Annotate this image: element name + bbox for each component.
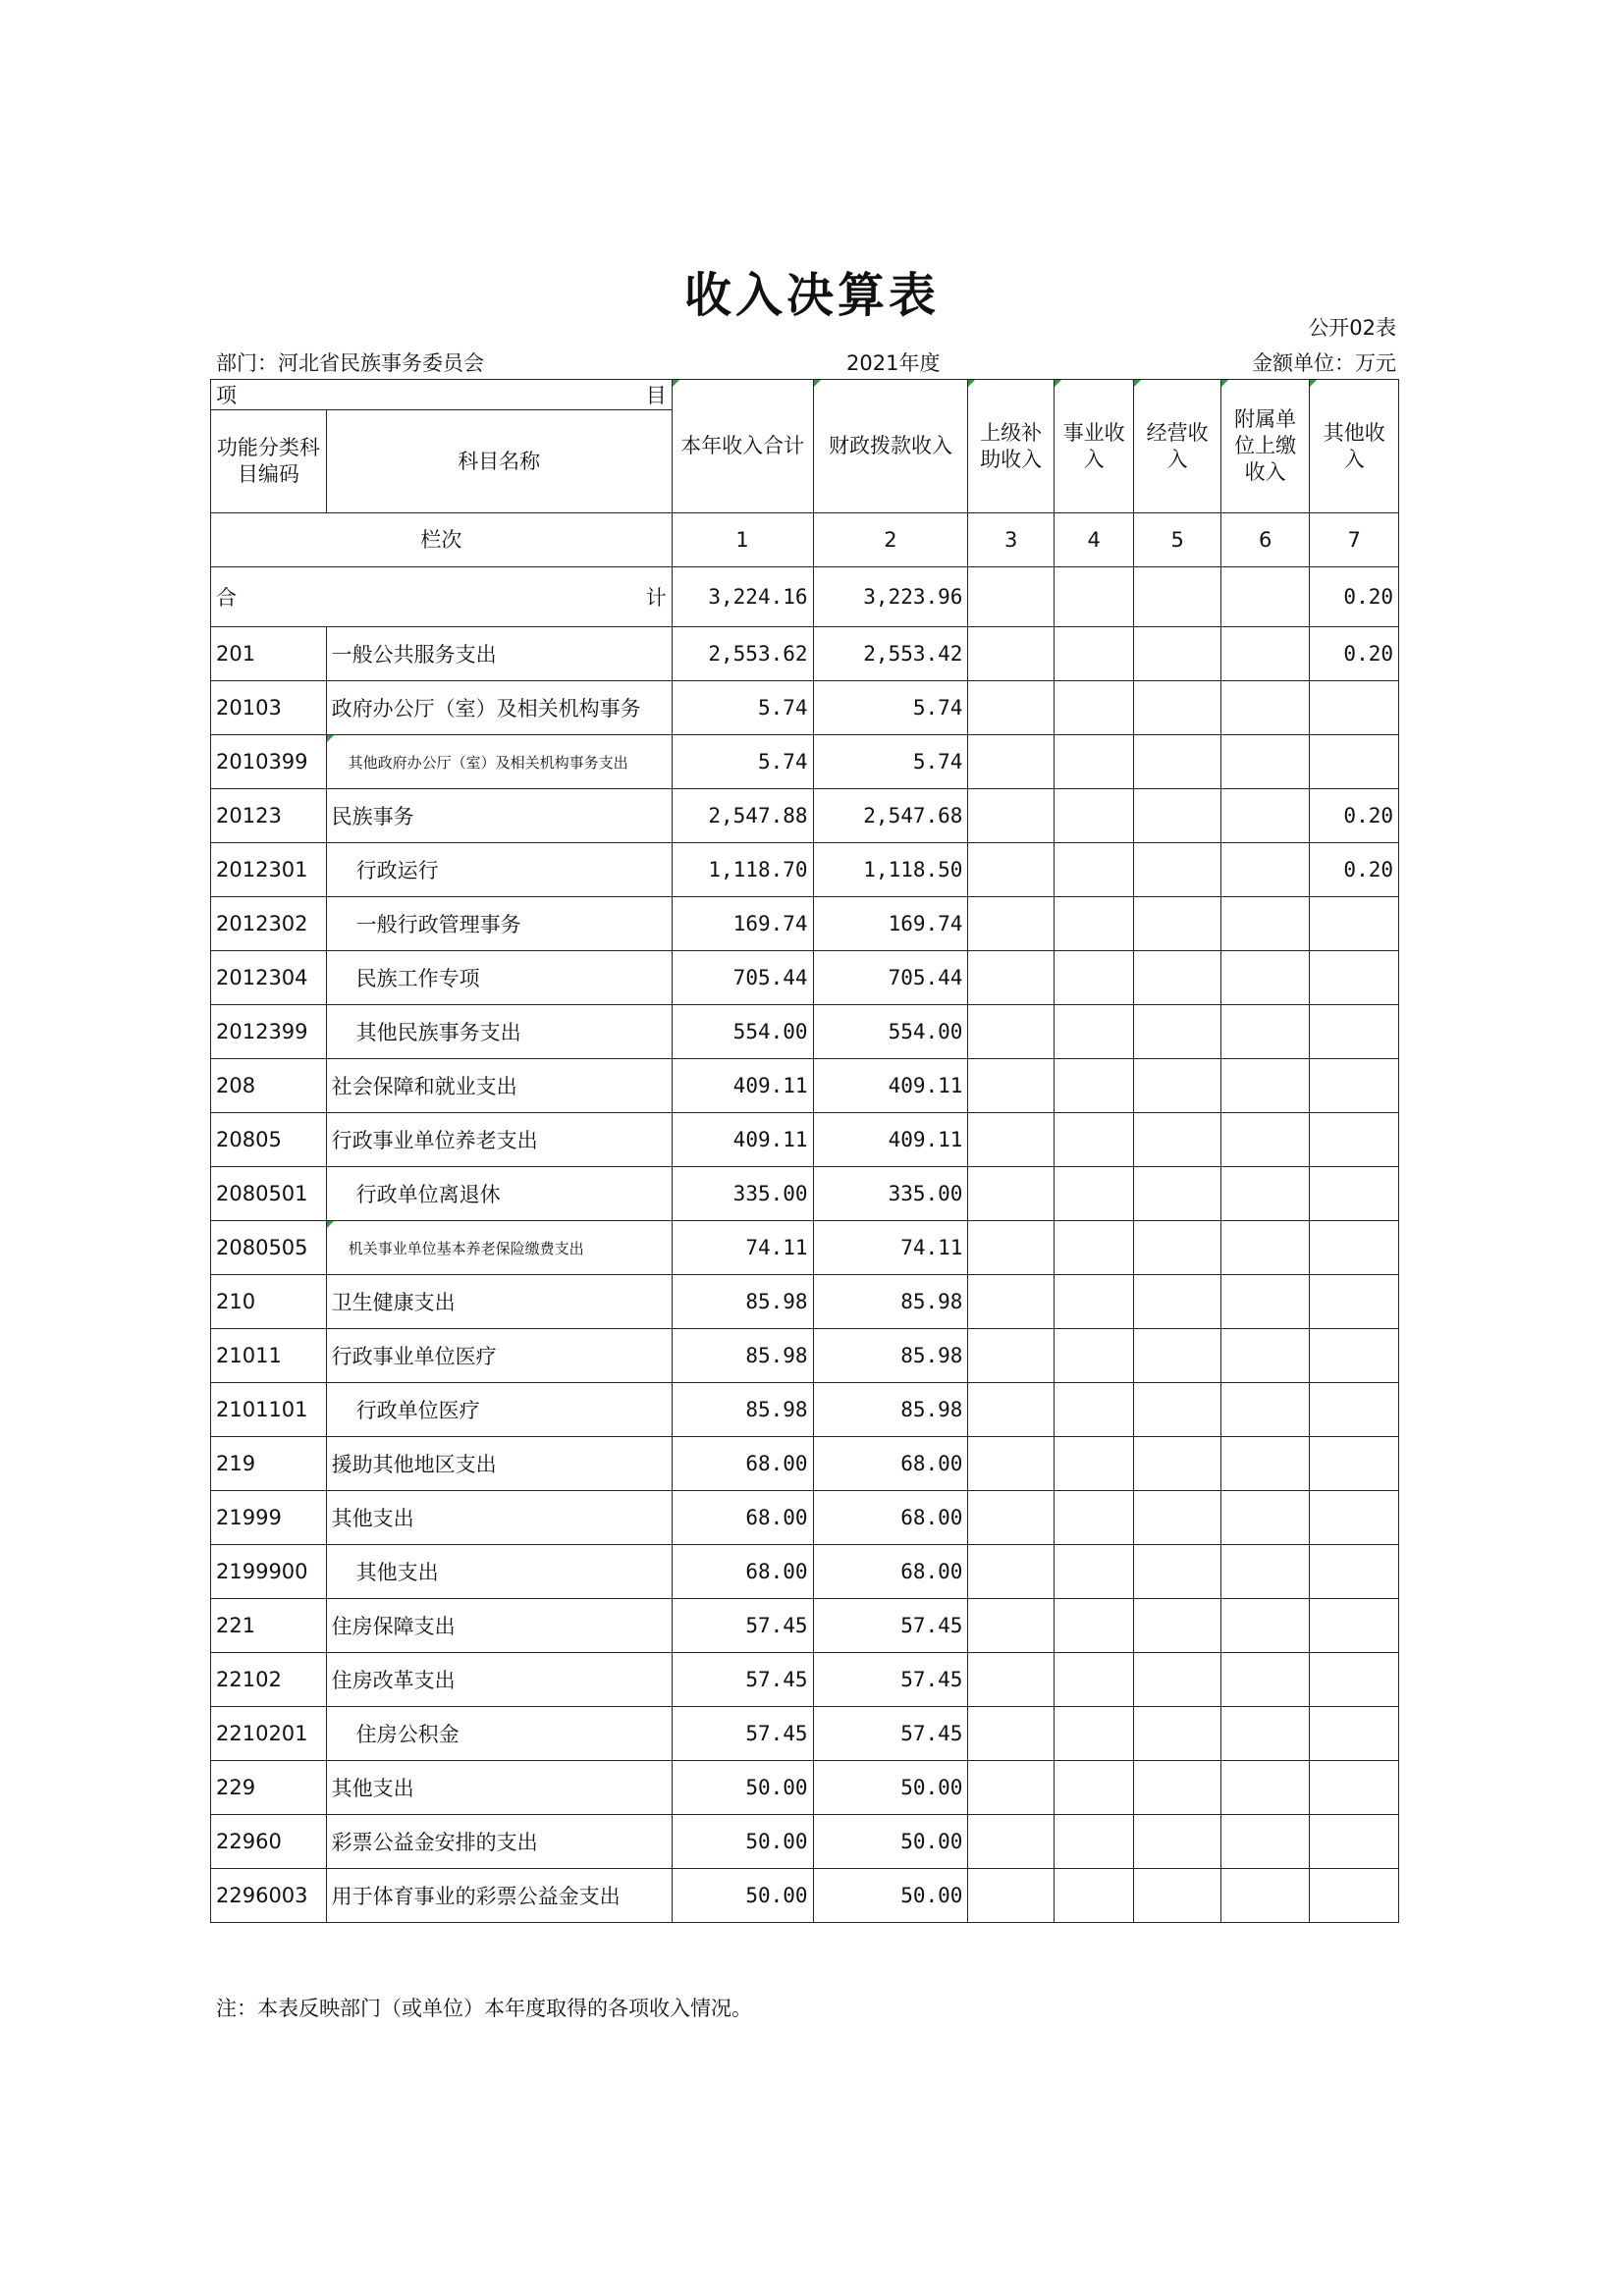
row-value-col2: 2,553.42 bbox=[813, 627, 968, 681]
row-value-col7 bbox=[1310, 1491, 1399, 1545]
item-header-cell bbox=[211, 380, 673, 410]
row-value-col1: 57.45 bbox=[672, 1707, 813, 1761]
table-row bbox=[211, 1329, 1399, 1383]
row-value-col3 bbox=[968, 735, 1055, 789]
row-value-col7 bbox=[1310, 951, 1399, 1005]
total-value-6 bbox=[1220, 567, 1310, 627]
row-value-col4 bbox=[1054, 1059, 1133, 1113]
row-value-col5 bbox=[1134, 1869, 1221, 1923]
row-value-col3 bbox=[968, 1869, 1055, 1923]
row-value-col6 bbox=[1220, 1113, 1310, 1167]
row-value-col2: 57.45 bbox=[813, 1707, 968, 1761]
row-value-col7 bbox=[1310, 1329, 1399, 1383]
row-value-col1: 57.45 bbox=[672, 1599, 813, 1653]
table-row bbox=[211, 1275, 1399, 1329]
row-value-col6 bbox=[1220, 1491, 1310, 1545]
row-label-cell: 栏次 bbox=[211, 513, 673, 567]
income-table bbox=[210, 379, 1399, 1923]
row-value-col3 bbox=[968, 1707, 1055, 1761]
row-value-col6 bbox=[1220, 1005, 1310, 1059]
row-code: 2296003 bbox=[211, 1869, 327, 1923]
row-code: 2199900 bbox=[211, 1545, 327, 1599]
row-value-col1: 85.98 bbox=[672, 1275, 813, 1329]
row-value-col2: 335.00 bbox=[813, 1167, 968, 1221]
row-value-col4 bbox=[1054, 897, 1133, 951]
row-value-col7 bbox=[1310, 1221, 1399, 1275]
col-header-6: 附属单位上缴收入 bbox=[1220, 380, 1310, 513]
row-value-col1: 85.98 bbox=[672, 1383, 813, 1437]
row-value-col7 bbox=[1310, 1653, 1399, 1707]
row-value-col6 bbox=[1220, 1437, 1310, 1491]
row-value-col2: 409.11 bbox=[813, 1113, 968, 1167]
table-row bbox=[211, 681, 1399, 735]
total-value-1: 3,224.16 bbox=[672, 567, 813, 627]
row-value-col7 bbox=[1310, 897, 1399, 951]
row-value-col2: 50.00 bbox=[813, 1761, 968, 1815]
table-body bbox=[211, 380, 1399, 1923]
row-value-col3 bbox=[968, 1113, 1055, 1167]
row-code: 2080501 bbox=[211, 1167, 327, 1221]
row-value-col4 bbox=[1054, 1599, 1133, 1653]
row-code: 22102 bbox=[211, 1653, 327, 1707]
row-value-col3 bbox=[968, 843, 1055, 897]
row-code: 21999 bbox=[211, 1491, 327, 1545]
row-value-col4 bbox=[1054, 1383, 1133, 1437]
row-value-col1: 50.00 bbox=[672, 1815, 813, 1869]
total-label-cell bbox=[211, 567, 673, 627]
row-value-col4 bbox=[1054, 1329, 1133, 1383]
row-code: 229 bbox=[211, 1761, 327, 1815]
row-value-col7 bbox=[1310, 1383, 1399, 1437]
table-row bbox=[211, 843, 1399, 897]
col-header-7: 其他收入 bbox=[1310, 380, 1399, 513]
row-value-col2: 68.00 bbox=[813, 1545, 968, 1599]
table-row bbox=[211, 1059, 1399, 1113]
row-value-col7 bbox=[1310, 1275, 1399, 1329]
total-value-4 bbox=[1054, 567, 1133, 627]
row-code: 2012301 bbox=[211, 843, 327, 897]
total-value-5 bbox=[1134, 567, 1221, 627]
row-value-col7 bbox=[1310, 1005, 1399, 1059]
row-value-col5 bbox=[1134, 897, 1221, 951]
row-name: 行政单位医疗 bbox=[326, 1383, 672, 1437]
table-row bbox=[211, 1761, 1399, 1815]
col-num-5: 5 bbox=[1134, 513, 1221, 567]
table-row bbox=[211, 1599, 1399, 1653]
row-value-col7 bbox=[1310, 1599, 1399, 1653]
row-name: 一般行政管理事务 bbox=[326, 897, 672, 951]
row-value-col4 bbox=[1054, 1815, 1133, 1869]
row-value-col5 bbox=[1134, 1329, 1221, 1383]
row-code: 2080505 bbox=[211, 1221, 327, 1275]
row-value-col7 bbox=[1310, 1761, 1399, 1815]
row-value-col4 bbox=[1054, 1545, 1133, 1599]
row-value-col4 bbox=[1054, 843, 1133, 897]
row-value-col6 bbox=[1220, 1707, 1310, 1761]
row-value-col1: 1,118.70 bbox=[672, 843, 813, 897]
footnote: 注：本表反映部门（或单位）本年度取得的各项收入情况。 bbox=[216, 1997, 752, 2020]
row-name: 行政运行 bbox=[326, 843, 672, 897]
row-value-col6 bbox=[1220, 1275, 1310, 1329]
row-value-col2: 5.74 bbox=[813, 735, 968, 789]
row-code: 2012399 bbox=[211, 1005, 327, 1059]
row-value-col1: 5.74 bbox=[672, 735, 813, 789]
row-value-col5 bbox=[1134, 1761, 1221, 1815]
row-value-col2: 68.00 bbox=[813, 1437, 968, 1491]
row-value-col1: 74.11 bbox=[672, 1221, 813, 1275]
table-row bbox=[211, 951, 1399, 1005]
row-value-col5 bbox=[1134, 735, 1221, 789]
row-value-col3 bbox=[968, 1653, 1055, 1707]
row-value-col2: 85.98 bbox=[813, 1383, 968, 1437]
name-header: 科目名称 bbox=[326, 410, 672, 513]
fiscal-year: 2021年度 bbox=[846, 351, 941, 375]
row-value-col5 bbox=[1134, 1005, 1221, 1059]
header-row-1 bbox=[211, 380, 1399, 410]
col-num-7: 7 bbox=[1310, 513, 1399, 567]
row-value-col3 bbox=[968, 1059, 1055, 1113]
table-row bbox=[211, 897, 1399, 951]
row-value-col3 bbox=[968, 1329, 1055, 1383]
row-name: 援助其他地区支出 bbox=[326, 1437, 672, 1491]
row-name: 民族工作专项 bbox=[326, 951, 672, 1005]
table-row bbox=[211, 1491, 1399, 1545]
row-value-col5 bbox=[1134, 1599, 1221, 1653]
row-name: 住房保障支出 bbox=[326, 1599, 672, 1653]
row-value-col3 bbox=[968, 789, 1055, 843]
row-value-col6 bbox=[1220, 681, 1310, 735]
row-value-col2: 169.74 bbox=[813, 897, 968, 951]
row-value-col4 bbox=[1054, 1221, 1133, 1275]
row-value-col5 bbox=[1134, 1815, 1221, 1869]
row-value-col1: 169.74 bbox=[672, 897, 813, 951]
row-value-col7 bbox=[1310, 735, 1399, 789]
row-value-col3 bbox=[968, 1545, 1055, 1599]
row-name: 用于体育事业的彩票公益金支出 bbox=[326, 1869, 672, 1923]
row-value-col2: 554.00 bbox=[813, 1005, 968, 1059]
row-value-col6 bbox=[1220, 1059, 1310, 1113]
row-value-col4 bbox=[1054, 1653, 1133, 1707]
total-row bbox=[211, 567, 1399, 627]
row-value-col4 bbox=[1054, 627, 1133, 681]
row-value-col3 bbox=[968, 1491, 1055, 1545]
col-num-3: 3 bbox=[968, 513, 1055, 567]
col-header-1: 本年收入合计 bbox=[672, 380, 813, 513]
row-value-col3 bbox=[968, 1437, 1055, 1491]
row-value-col2: 50.00 bbox=[813, 1815, 968, 1869]
row-value-col7 bbox=[1310, 1815, 1399, 1869]
row-name: 彩票公益金安排的支出 bbox=[326, 1815, 672, 1869]
row-value-col1: 335.00 bbox=[672, 1167, 813, 1221]
table-row bbox=[211, 1869, 1399, 1923]
page-title: 收入决算表 bbox=[683, 268, 940, 323]
row-value-col5 bbox=[1134, 1167, 1221, 1221]
row-value-col4 bbox=[1054, 1437, 1133, 1491]
row-value-col4 bbox=[1054, 1275, 1133, 1329]
row-value-col2: 85.98 bbox=[813, 1329, 968, 1383]
row-value-col6 bbox=[1220, 1329, 1310, 1383]
row-value-col5 bbox=[1134, 951, 1221, 1005]
row-value-col4 bbox=[1054, 1761, 1133, 1815]
table-row bbox=[211, 1815, 1399, 1869]
row-value-col1: 57.45 bbox=[672, 1653, 813, 1707]
row-value-col5 bbox=[1134, 1707, 1221, 1761]
row-code: 2210201 bbox=[211, 1707, 327, 1761]
row-value-col3 bbox=[968, 1815, 1055, 1869]
row-value-col1: 68.00 bbox=[672, 1437, 813, 1491]
table-row bbox=[211, 1383, 1399, 1437]
table-row bbox=[211, 1167, 1399, 1221]
row-value-col6 bbox=[1220, 1545, 1310, 1599]
row-value-col3 bbox=[968, 1005, 1055, 1059]
row-value-col3 bbox=[968, 1761, 1055, 1815]
row-value-col7 bbox=[1310, 1707, 1399, 1761]
row-value-col6 bbox=[1220, 1761, 1310, 1815]
row-value-col1: 409.11 bbox=[672, 1059, 813, 1113]
row-value-col7 bbox=[1310, 1167, 1399, 1221]
row-value-col4 bbox=[1054, 735, 1133, 789]
col-header-5: 经营收入 bbox=[1134, 380, 1221, 513]
row-name: 一般公共服务支出 bbox=[326, 627, 672, 681]
row-value-col2: 1,118.50 bbox=[813, 843, 968, 897]
column-number-row bbox=[211, 513, 1399, 567]
row-code: 201 bbox=[211, 627, 327, 681]
item-header-right: 目 bbox=[645, 384, 667, 407]
row-value-col5 bbox=[1134, 1491, 1221, 1545]
row-value-col5 bbox=[1134, 1113, 1221, 1167]
row-value-col3 bbox=[968, 1221, 1055, 1275]
row-value-col6 bbox=[1220, 735, 1310, 789]
row-value-col6 bbox=[1220, 1815, 1310, 1869]
row-value-col5 bbox=[1134, 1437, 1221, 1491]
row-value-col5 bbox=[1134, 1545, 1221, 1599]
row-value-col2: 68.00 bbox=[813, 1491, 968, 1545]
row-name: 住房改革支出 bbox=[326, 1653, 672, 1707]
row-value-col5 bbox=[1134, 1059, 1221, 1113]
row-value-col1: 554.00 bbox=[672, 1005, 813, 1059]
row-value-col4 bbox=[1054, 1167, 1133, 1221]
row-name: 住房公积金 bbox=[326, 1707, 672, 1761]
row-value-col5 bbox=[1134, 843, 1221, 897]
row-value-col4 bbox=[1054, 789, 1133, 843]
amount-unit: 金额单位：万元 bbox=[1252, 351, 1396, 375]
row-code: 20103 bbox=[211, 681, 327, 735]
row-name: 民族事务 bbox=[326, 789, 672, 843]
row-value-col3 bbox=[968, 1275, 1055, 1329]
row-code: 20805 bbox=[211, 1113, 327, 1167]
row-value-col7 bbox=[1310, 1113, 1399, 1167]
row-value-col1: 50.00 bbox=[672, 1869, 813, 1923]
table-row bbox=[211, 1653, 1399, 1707]
row-value-col6 bbox=[1220, 627, 1310, 681]
row-name: 机关事业单位基本养老保险缴费支出 bbox=[326, 1221, 672, 1275]
total-value-3 bbox=[968, 567, 1055, 627]
row-value-col2: 5.74 bbox=[813, 681, 968, 735]
row-code: 221 bbox=[211, 1599, 327, 1653]
row-value-col4 bbox=[1054, 1113, 1133, 1167]
row-value-col1: 68.00 bbox=[672, 1491, 813, 1545]
row-value-col2: 409.11 bbox=[813, 1059, 968, 1113]
code-header: 功能分类科目编码 bbox=[211, 410, 327, 513]
row-value-col1: 50.00 bbox=[672, 1761, 813, 1815]
row-value-col3 bbox=[968, 951, 1055, 1005]
row-code: 219 bbox=[211, 1437, 327, 1491]
row-value-col6 bbox=[1220, 1869, 1310, 1923]
row-value-col1: 85.98 bbox=[672, 1329, 813, 1383]
row-value-col6 bbox=[1220, 843, 1310, 897]
row-value-col6 bbox=[1220, 951, 1310, 1005]
row-value-col3 bbox=[968, 627, 1055, 681]
row-name: 行政事业单位养老支出 bbox=[326, 1113, 672, 1167]
row-name: 社会保障和就业支出 bbox=[326, 1059, 672, 1113]
row-value-col3 bbox=[968, 897, 1055, 951]
table-row bbox=[211, 1437, 1399, 1491]
department-label: 部门：河北省民族事务委员会 bbox=[216, 351, 484, 375]
col-num-4: 4 bbox=[1054, 513, 1133, 567]
row-value-col7: 0.20 bbox=[1310, 789, 1399, 843]
row-code: 21011 bbox=[211, 1329, 327, 1383]
row-value-col6 bbox=[1220, 1167, 1310, 1221]
row-value-col1: 2,553.62 bbox=[672, 627, 813, 681]
row-code: 208 bbox=[211, 1059, 327, 1113]
row-value-col7 bbox=[1310, 1437, 1399, 1491]
row-value-col1: 5.74 bbox=[672, 681, 813, 735]
row-value-col7: 0.20 bbox=[1310, 627, 1399, 681]
row-name: 卫生健康支出 bbox=[326, 1275, 672, 1329]
row-value-col7 bbox=[1310, 1869, 1399, 1923]
row-value-col2: 57.45 bbox=[813, 1653, 968, 1707]
row-value-col7: 0.20 bbox=[1310, 843, 1399, 897]
row-value-col2: 85.98 bbox=[813, 1275, 968, 1329]
row-value-col2: 2,547.68 bbox=[813, 789, 968, 843]
row-value-col5 bbox=[1134, 1383, 1221, 1437]
total-label-right: 计 bbox=[645, 586, 667, 610]
row-value-col5 bbox=[1134, 627, 1221, 681]
row-code: 210 bbox=[211, 1275, 327, 1329]
row-name: 行政事业单位医疗 bbox=[326, 1329, 672, 1383]
row-code: 2012304 bbox=[211, 951, 327, 1005]
row-code: 2101101 bbox=[211, 1383, 327, 1437]
row-value-col4 bbox=[1054, 1707, 1133, 1761]
row-value-col6 bbox=[1220, 1383, 1310, 1437]
row-name: 其他民族事务支出 bbox=[326, 1005, 672, 1059]
row-value-col1: 68.00 bbox=[672, 1545, 813, 1599]
row-value-col4 bbox=[1054, 951, 1133, 1005]
row-name: 行政单位离退休 bbox=[326, 1167, 672, 1221]
col-header-3: 上级补助收入 bbox=[968, 380, 1055, 513]
row-name: 政府办公厅（室）及相关机构事务 bbox=[326, 681, 672, 735]
row-code: 22960 bbox=[211, 1815, 327, 1869]
col-num-6: 6 bbox=[1220, 513, 1310, 567]
row-value-col3 bbox=[968, 1383, 1055, 1437]
row-value-col2: 705.44 bbox=[813, 951, 968, 1005]
row-value-col7 bbox=[1310, 681, 1399, 735]
item-header-left: 项 bbox=[216, 384, 237, 407]
row-name: 其他支出 bbox=[326, 1491, 672, 1545]
row-value-col1: 409.11 bbox=[672, 1113, 813, 1167]
row-value-col1: 2,547.88 bbox=[672, 789, 813, 843]
table-row bbox=[211, 1221, 1399, 1275]
form-number: 公开02表 bbox=[1308, 316, 1396, 340]
row-value-col4 bbox=[1054, 681, 1133, 735]
row-value-col3 bbox=[968, 1167, 1055, 1221]
table-row bbox=[211, 1707, 1399, 1761]
row-value-col5 bbox=[1134, 789, 1221, 843]
table-row bbox=[211, 735, 1399, 789]
total-label-left: 合 bbox=[216, 586, 237, 610]
row-value-col5 bbox=[1134, 1221, 1221, 1275]
row-value-col2: 74.11 bbox=[813, 1221, 968, 1275]
row-value-col6 bbox=[1220, 1221, 1310, 1275]
row-name: 其他政府办公厅（室）及相关机构事务支出 bbox=[326, 735, 672, 789]
row-value-col5 bbox=[1134, 681, 1221, 735]
total-value-2: 3,223.96 bbox=[813, 567, 968, 627]
row-name: 其他支出 bbox=[326, 1761, 672, 1815]
row-code: 2010399 bbox=[211, 735, 327, 789]
row-value-col4 bbox=[1054, 1869, 1133, 1923]
row-code: 2012302 bbox=[211, 897, 327, 951]
row-value-col2: 50.00 bbox=[813, 1869, 968, 1923]
col-header-4: 事业收入 bbox=[1054, 380, 1133, 513]
row-value-col2: 57.45 bbox=[813, 1599, 968, 1653]
col-header-2: 财政拨款收入 bbox=[813, 380, 968, 513]
row-value-col7 bbox=[1310, 1545, 1399, 1599]
row-value-col3 bbox=[968, 681, 1055, 735]
row-value-col4 bbox=[1054, 1491, 1133, 1545]
row-value-col7 bbox=[1310, 1059, 1399, 1113]
row-value-col5 bbox=[1134, 1653, 1221, 1707]
row-value-col5 bbox=[1134, 1275, 1221, 1329]
total-value-7: 0.20 bbox=[1310, 567, 1399, 627]
row-value-col6 bbox=[1220, 1599, 1310, 1653]
table-row bbox=[211, 627, 1399, 681]
col-num-1: 1 bbox=[672, 513, 813, 567]
row-value-col4 bbox=[1054, 1005, 1133, 1059]
row-value-col6 bbox=[1220, 1653, 1310, 1707]
row-code: 20123 bbox=[211, 789, 327, 843]
row-value-col6 bbox=[1220, 789, 1310, 843]
row-value-col3 bbox=[968, 1599, 1055, 1653]
table-row bbox=[211, 1113, 1399, 1167]
table-row bbox=[211, 789, 1399, 843]
row-value-col1: 705.44 bbox=[672, 951, 813, 1005]
row-value-col6 bbox=[1220, 897, 1310, 951]
table-row bbox=[211, 1545, 1399, 1599]
col-num-2: 2 bbox=[813, 513, 968, 567]
row-name: 其他支出 bbox=[326, 1545, 672, 1599]
table-row bbox=[211, 1005, 1399, 1059]
